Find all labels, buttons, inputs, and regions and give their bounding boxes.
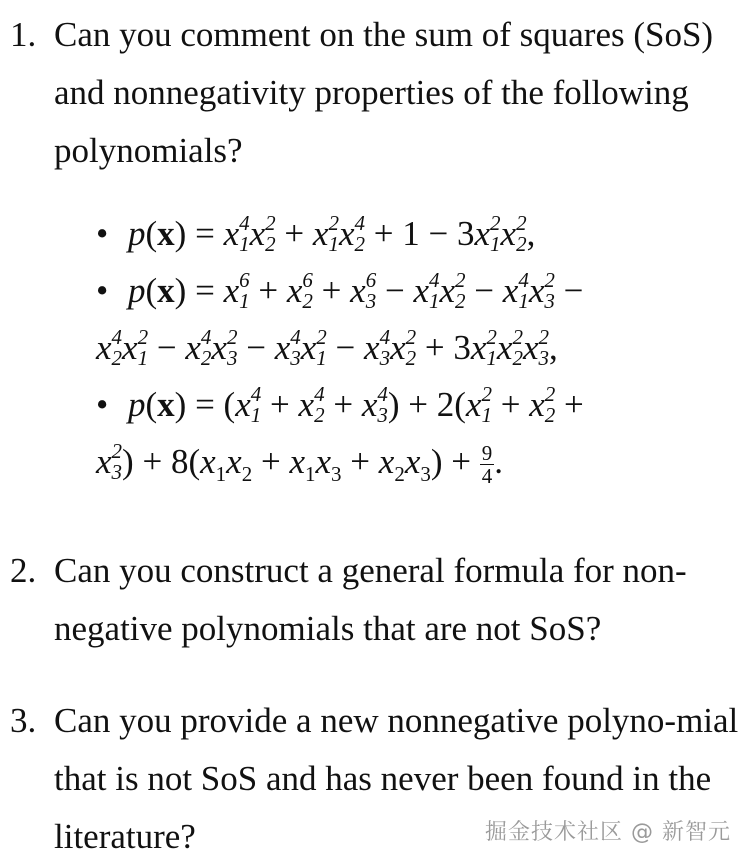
polynomial-list: [96, 205, 736, 490]
bullet-icon: •: [96, 271, 109, 310]
polynomial-formula: p(x) = x 6 1 + x 6 2 + x 6 3 − x 4 1 x 2 2 − x 4 1 x 2 3 − x 4 2 x 2 1 − x 4 2 x 2 3 − x 4 3 x 2 1 − x 4 3 x 2 2 + 3x 2 1 x 2 2 x 2 3 ,: [96, 267, 584, 370]
polynomial-item: [96, 205, 736, 262]
question-text: Can you provide a new nonnegative polyno-mial that is not SoS and has never been found in the literature?: [54, 701, 739, 856]
question-number: 3.: [10, 701, 37, 740]
polynomial-formula: p(x) = x 4 1 x 2 2 + x 2 1 x 4 2 + 1 − 3x 2 1 x 2 2 ,: [128, 210, 536, 256]
polynomial-item: [96, 262, 736, 376]
question-number: 1.: [10, 15, 37, 54]
question-text: Can you construct a general formula for non-negative polynomials that are not SoS?: [54, 551, 687, 648]
bullet-icon: •: [96, 385, 109, 424]
bullet-icon: •: [96, 214, 109, 253]
polynomial-item: [96, 376, 736, 490]
watermark: 掘金技术社区 @ 新智元: [485, 820, 731, 845]
question-number: 2.: [10, 551, 37, 590]
question-text: Can you comment on the sum of squares (SoS) and nonnegativity properties of the following polynomials?: [54, 15, 714, 170]
polynomial-formula: p(x) = (x 4 1 + x 4 2 + x 4 3 ) + 2(x 2 1 + x 2 2 + x 2 3 ) + $8(x_1x_2 + x_1x_3 + x_2x_3)$ + $\frac{9}{4}$ .: [96, 381, 584, 489]
